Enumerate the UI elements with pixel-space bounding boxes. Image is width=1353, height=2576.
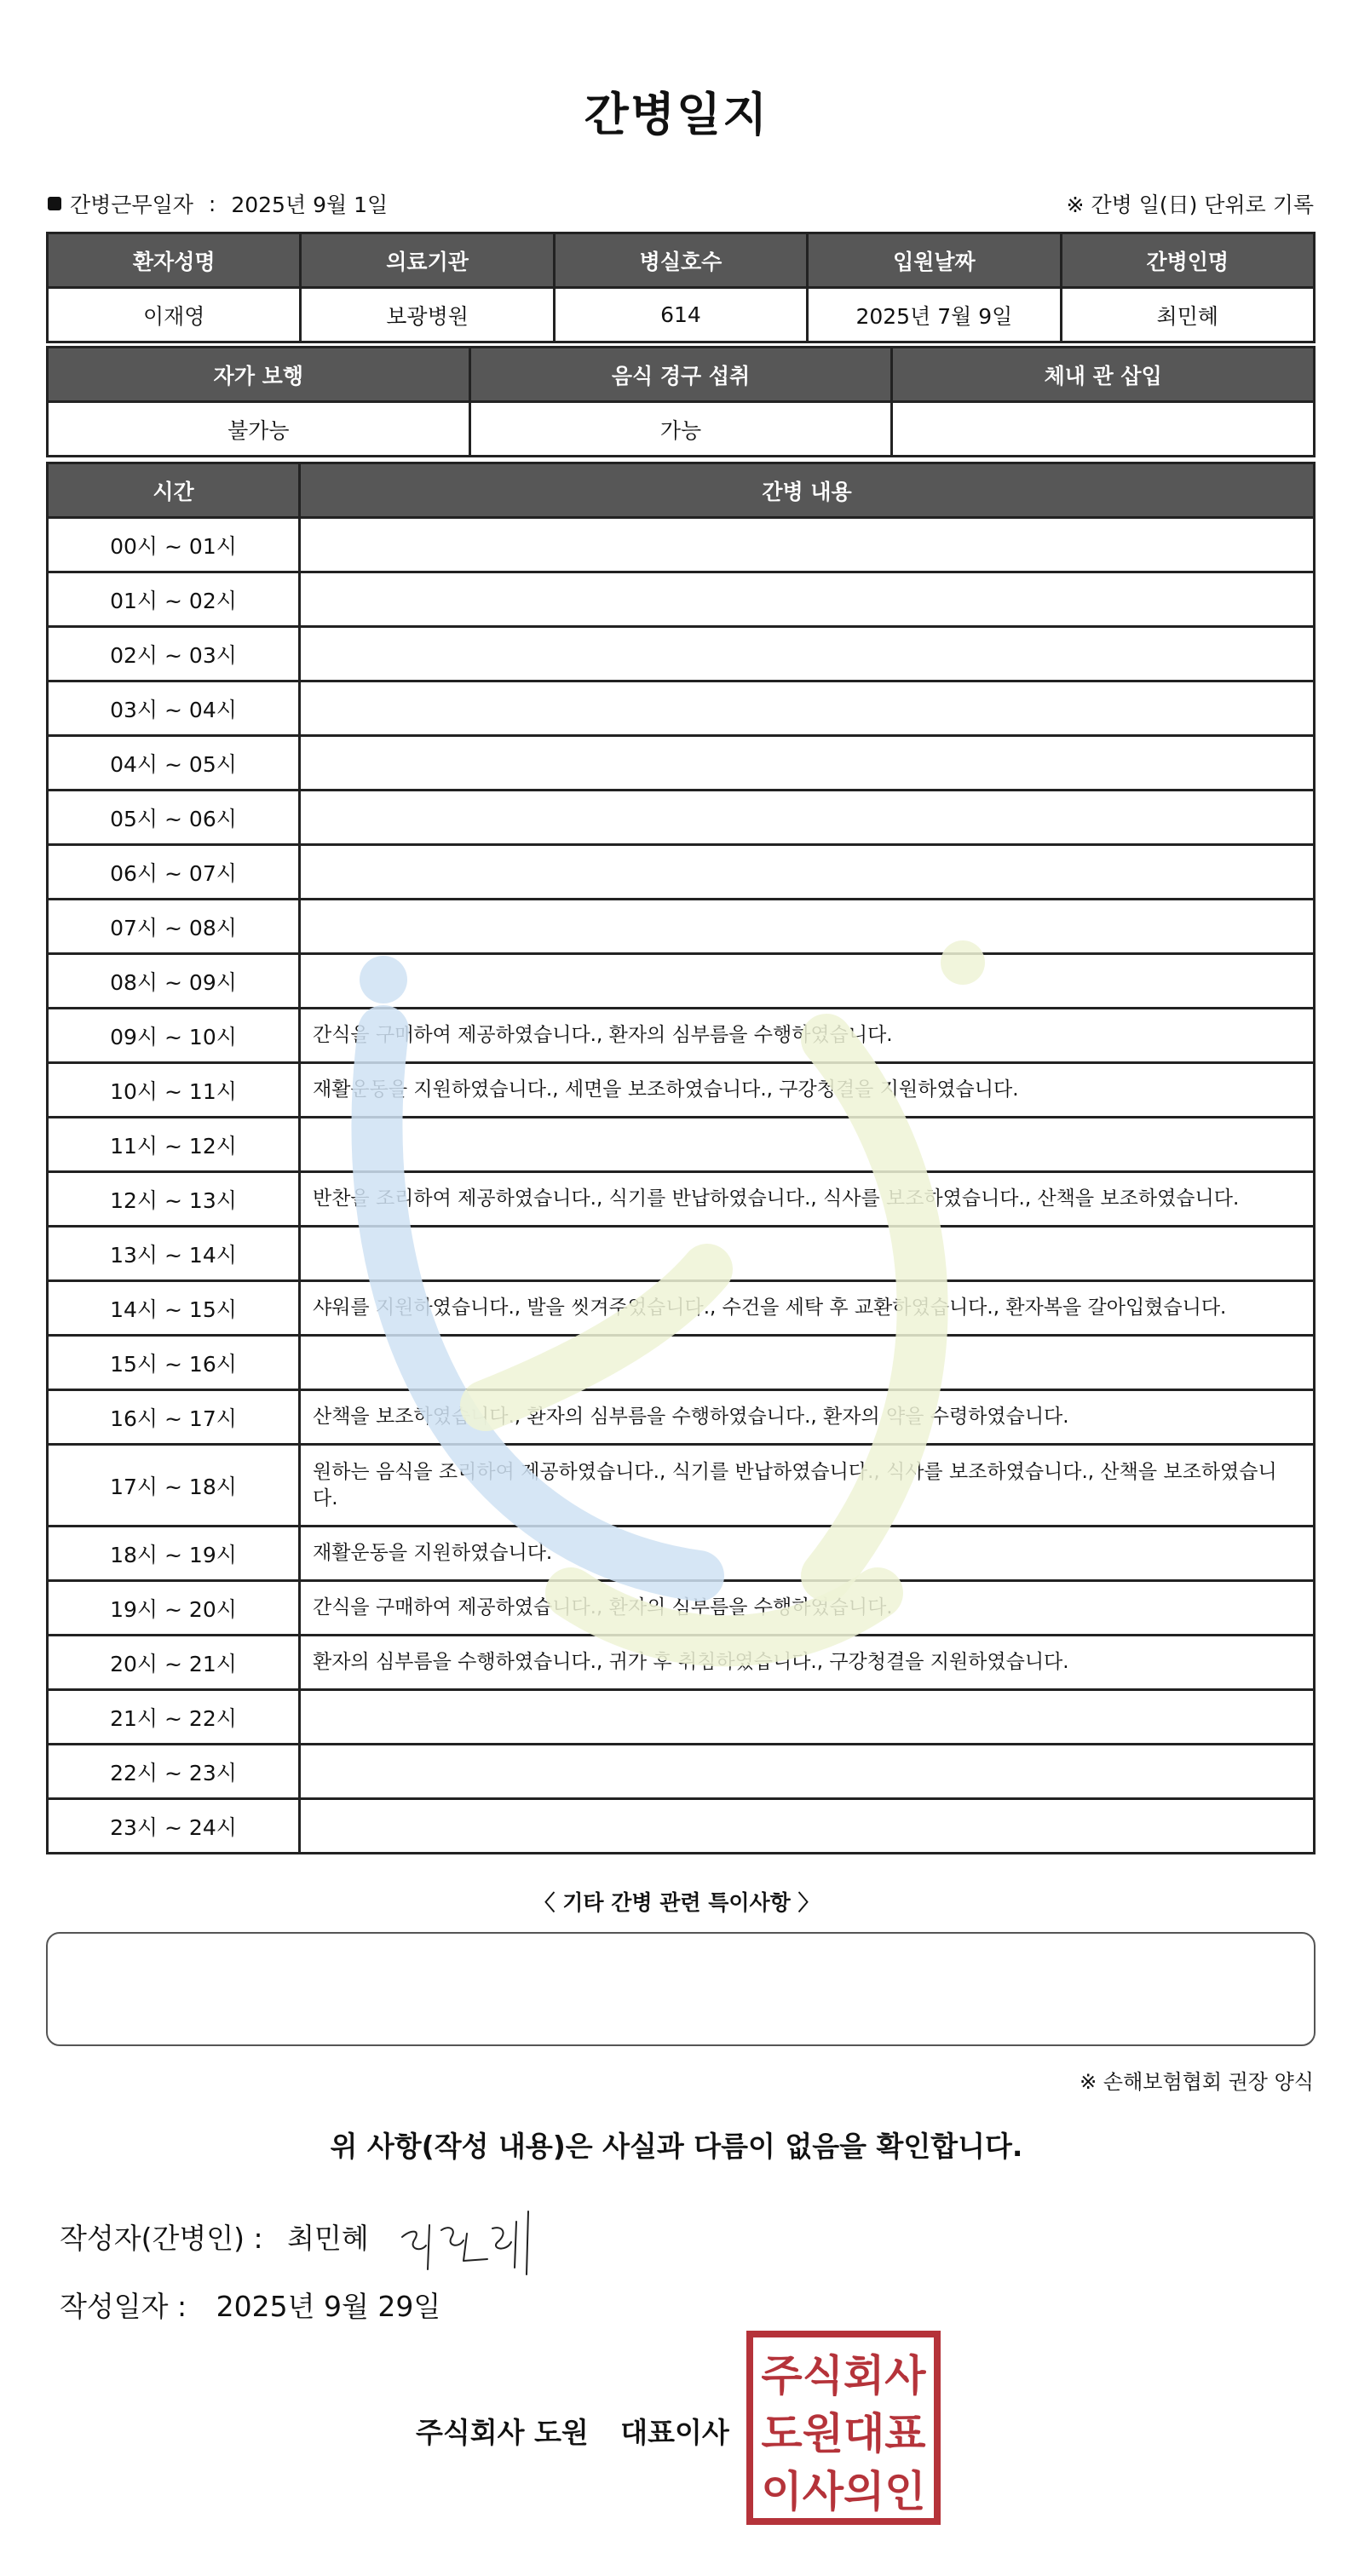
care-log-time: 00시 ~ 01시 [48,518,300,572]
care-log-time: 09시 ~ 10시 [48,1009,300,1063]
institution: 보광병원 [301,288,554,342]
written-date-label: 작성일자 : [60,2290,187,2323]
care-log-content: 간식을 구매하여 제공하였습니다., 환자의 심부름을 수행하였습니다. [300,1009,1315,1063]
company-line [416,2411,751,2451]
tube-insertion [892,402,1315,457]
care-log-row [48,1336,1315,1390]
header-patient-name: 환자성명 [48,233,301,288]
care-log-table [46,462,1316,1854]
care-log-content: 반찬을 조리하여 제공하였습니다., 식기를 반납하였습니다., 식사를 보조하였습니다., 산책을 보조하였습니다. [300,1172,1315,1227]
care-log-content [300,845,1315,900]
header-self-walking: 자가 보행 [48,348,470,402]
daily-record-note: ※ 간병 일(日) 단위로 기록 [1066,193,1314,217]
care-log-row [48,1009,1315,1063]
care-log-row [48,1390,1315,1445]
care-log-time: 23시 ~ 24시 [48,1799,300,1854]
recommended-form-note: ※ 손해보험협회 권장 양식 [1080,2070,1314,2094]
company-name: 주식회사 도원 [416,2416,589,2449]
care-log-time: 02시 ~ 03시 [48,627,300,681]
care-log-row [48,1527,1315,1581]
care-log-time: 12시 ~ 13시 [48,1172,300,1227]
care-log-time: 17시 ~ 18시 [48,1445,300,1527]
author-line [60,2217,384,2257]
condition-value-row [48,402,1315,457]
written-date-line [60,2285,461,2325]
care-log-row [48,1690,1315,1745]
care-log-content: 간식을 구매하여 제공하였습니다., 환자의 심부름을 수행하였습니다. [300,1581,1315,1636]
care-log-time: 22시 ~ 23시 [48,1745,300,1799]
self-walking: 불가능 [48,402,470,457]
work-date-row [48,189,1314,218]
care-log-row [48,1636,1315,1690]
care-log-time: 15시 ~ 16시 [48,1336,300,1390]
care-log-content [300,681,1315,736]
author-label: 작성자(간병인) : [60,2222,263,2255]
care-log-time: 19시 ~ 20시 [48,1581,300,1636]
confirmation-statement: 위 사항(작성 내용)은 사실과 다름이 없음을 확인합니다. [330,2130,1023,2163]
patient-info-header-row [48,233,1315,288]
patient-info-value-row [48,288,1315,342]
care-log-content: 환자의 심부름을 수행하였습니다., 귀가 후 취침하였습니다., 구강청결을 지원하였습니다. [300,1636,1315,1690]
company-role: 대표이사 [620,2416,729,2449]
company-seal-stamp [746,2331,941,2525]
seal-text-line: 주식회사 [761,2351,926,2401]
care-log-row [48,845,1315,900]
author-name: 최민혜 [287,2222,369,2255]
care-log-time: 21시 ~ 22시 [48,1690,300,1745]
care-log-header-row [48,463,1315,518]
oral-intake: 가능 [469,402,892,457]
care-log-content [300,791,1315,845]
header-admission-date: 입원날짜 [808,233,1061,288]
care-log-content [300,954,1315,1009]
admission-date: 2025년 7월 9일 [808,288,1061,342]
care-log-content: 산책을 보조하였습니다., 환자의 심부름을 수행하였습니다., 환자의 약을 수령하였습니다. [300,1390,1315,1445]
header-room-number: 병실호수 [554,233,807,288]
care-log-time: 14시 ~ 15시 [48,1281,300,1336]
care-log-content [300,736,1315,791]
care-log-time: 11시 ~ 12시 [48,1118,300,1172]
care-log-content [300,900,1315,954]
care-log-content [300,572,1315,627]
seal-text-line: 도원대표 [761,2409,926,2458]
care-log-time: 05시 ~ 06시 [48,791,300,845]
care-log-row [48,1118,1315,1172]
care-log-row [48,1172,1315,1227]
care-log-row [48,900,1315,954]
header-caregiver-name: 간병인명 [1061,233,1314,288]
care-log-row [48,1445,1315,1527]
care-log-content [300,1745,1315,1799]
care-log-time: 13시 ~ 14시 [48,1227,300,1281]
care-log-content: 샤워를 지원하였습니다., 발을 씻겨주었습니다., 수건을 세탁 후 교환하였습니다., 환자복을 갈아입혔습니다. [300,1281,1315,1336]
care-log-time: 04시 ~ 05시 [48,736,300,791]
room-number: 614 [554,288,807,342]
page-title: 간병일지 [584,88,769,141]
header-oral-intake: 음식 경구 섭취 [469,348,892,402]
care-log-row [48,736,1315,791]
notes-title: 〈 기타 간병 관련 특이사항 〉 [533,1890,820,1915]
header-care-content: 간병 내용 [300,463,1315,518]
care-log-row [48,1581,1315,1636]
patient-name: 이재영 [48,288,301,342]
bullet-square-icon [48,197,61,210]
header-time: 시간 [48,463,300,518]
care-log-content [300,1336,1315,1390]
work-date-value: 2025년 9월 1일 [231,193,389,217]
patient-condition-table [46,346,1316,457]
care-log-content [300,518,1315,572]
work-date-label: 간병근무일자 [70,193,193,217]
care-log-content [300,627,1315,681]
condition-header-row [48,348,1315,402]
care-log-content [300,1690,1315,1745]
care-log-content [300,1118,1315,1172]
written-date-value: 2025년 9월 29일 [216,2290,441,2323]
patient-info-table [46,232,1316,343]
care-log-row [48,518,1315,572]
care-log-time: 16시 ~ 17시 [48,1390,300,1445]
handwritten-signature [392,2199,545,2276]
care-log-row [48,1227,1315,1281]
header-institution: 의료기관 [301,233,554,288]
care-log-time: 03시 ~ 04시 [48,681,300,736]
care-log-time: 08시 ~ 09시 [48,954,300,1009]
care-log-content [300,1227,1315,1281]
care-log-content: 재활운동을 지원하였습니다. [300,1527,1315,1581]
care-log-content: 재활운동을 지원하였습니다., 세면을 보조하였습니다., 구강청결을 지원하였습니다. [300,1063,1315,1118]
care-log-time: 10시 ~ 11시 [48,1063,300,1118]
care-log-row [48,1281,1315,1336]
care-log-time: 01시 ~ 02시 [48,572,300,627]
care-log-row [48,1745,1315,1799]
work-date-separator: : [208,191,216,216]
care-log-row [48,1799,1315,1854]
caregiver-name: 최민혜 [1061,288,1314,342]
care-log-row [48,627,1315,681]
seal-text-line: 이사의인 [761,2467,926,2516]
care-log-time: 20시 ~ 21시 [48,1636,300,1690]
care-log-row [48,681,1315,736]
care-log-row [48,572,1315,627]
header-tube-insertion: 체내 관 삽입 [892,348,1315,402]
care-log-row [48,791,1315,845]
care-log-time: 07시 ~ 08시 [48,900,300,954]
care-log-row [48,1063,1315,1118]
care-log-time: 18시 ~ 19시 [48,1527,300,1581]
care-log-row [48,954,1315,1009]
notes-box [46,1932,1316,2046]
care-log-content [300,1799,1315,1854]
care-log-time: 06시 ~ 07시 [48,845,300,900]
care-log-content: 원하는 음식을 조리하여 제공하였습니다., 식기를 반납하였습니다., 식사를 보조하였습니다., 산책을 보조하였습니다. [300,1445,1315,1527]
